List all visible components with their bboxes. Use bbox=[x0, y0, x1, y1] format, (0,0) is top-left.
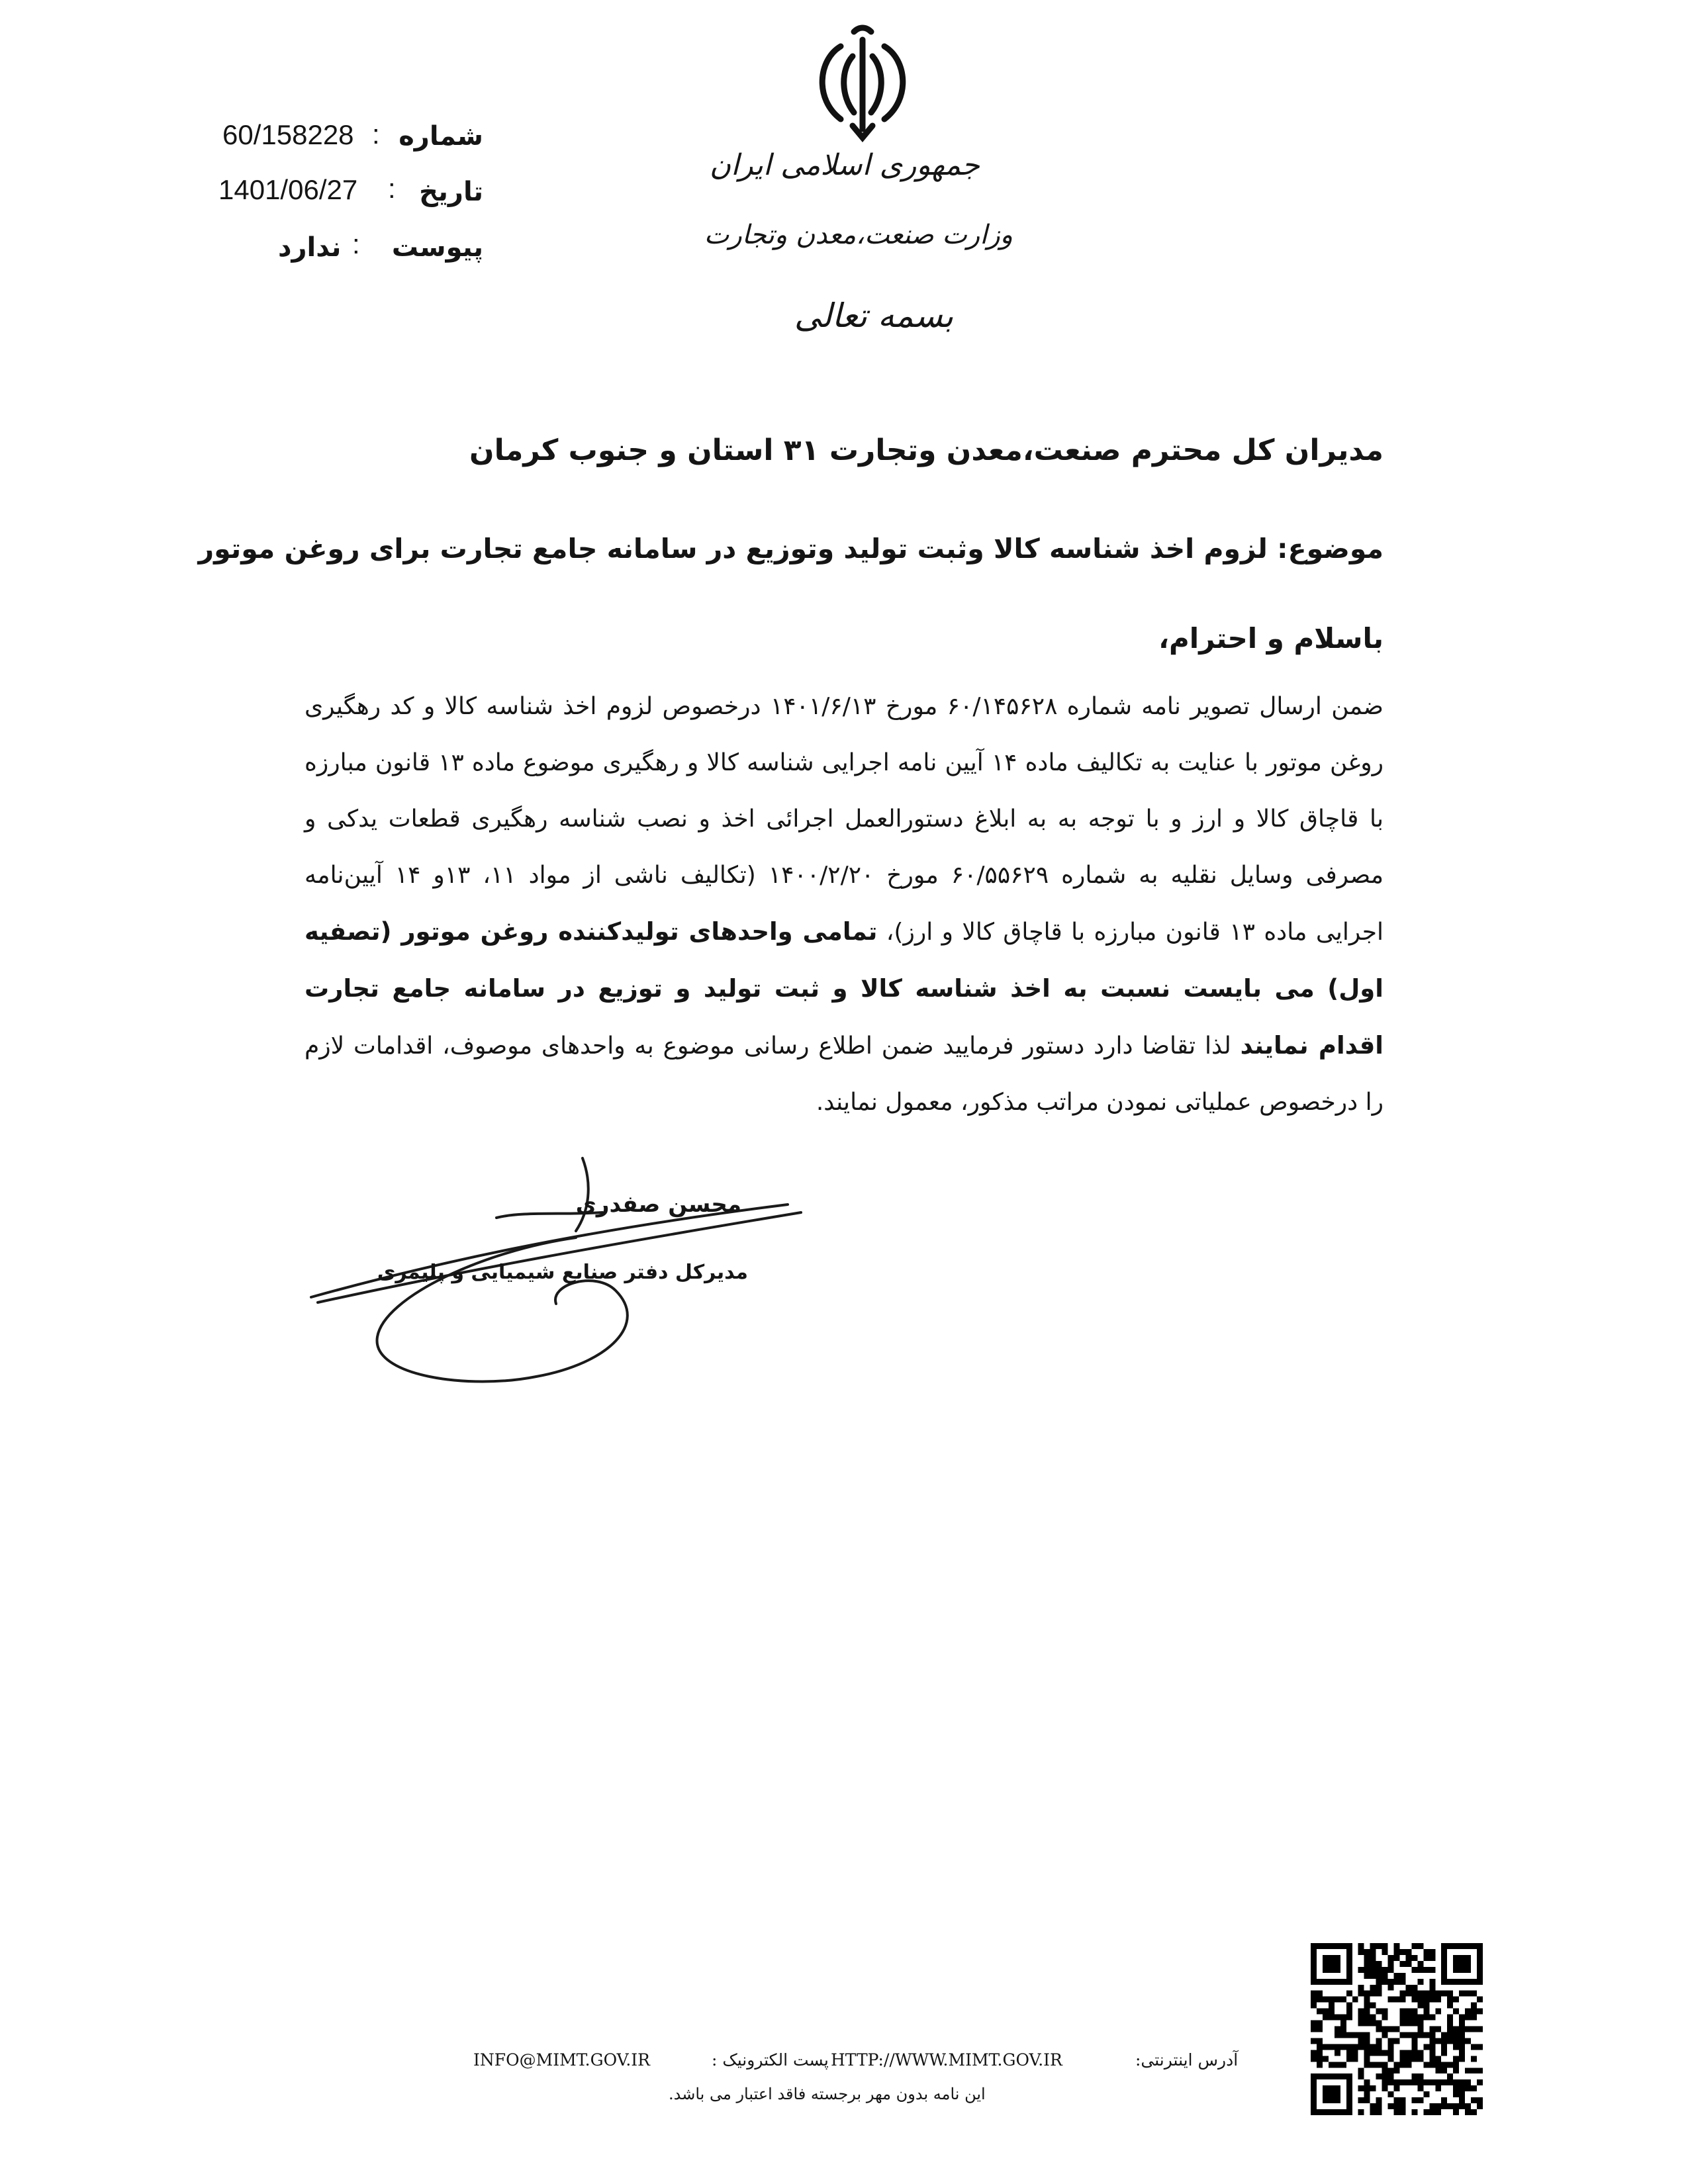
letter-date: 1401/06/27 bbox=[218, 174, 358, 205]
web-address[interactable]: HTTP://WWW.MIMT.GOV.IR bbox=[831, 2050, 1062, 2070]
meta-separator: : bbox=[388, 173, 396, 204]
subject-line: موضوع: لزوم اخذ شناسه کالا وثبت تولید وتوزیع در سامانه جامع تجارت برای روغن موتور bbox=[198, 533, 1383, 565]
letter-meta bbox=[199, 116, 483, 275]
body-text-closing: لذا تقاضا دارد دستور فرمایید ضمن اطلاع رسانی موضوع به واحدهای موصوف، اقدامات لازم را درخصوص عملیاتی نمودن مراتب مذکور، معمول نمایند. bbox=[305, 1032, 1383, 1116]
recipient-line: مدیران کل محترم صنعت،معدن وتجارت ۳۱ استان و جنوب کرمان bbox=[469, 433, 1383, 467]
greeting: باسلام و احترام، bbox=[1158, 622, 1383, 655]
email-label: پست الکترونیک : bbox=[712, 2050, 829, 2070]
body-paragraph bbox=[305, 678, 1383, 1130]
email-address[interactable]: INFO@MIMT.GOV.IR bbox=[473, 2050, 650, 2070]
iran-emblem-icon bbox=[806, 20, 919, 142]
signer-title: مدیرکل دفتر صنایع شیمیایی و پلیمری bbox=[377, 1261, 748, 1284]
web-label: آدرس اینترنتی: bbox=[1135, 2050, 1239, 2070]
attachment-value: ندارد bbox=[278, 232, 342, 263]
ministry-name: وزارت صنعت،معدن وتجارت bbox=[704, 220, 1013, 250]
body-text: ضمن ارسال تصویر نامه شماره ۶۰/۱۴۵۶۲۸ مورخ ۱۴۰۱/۶/۱۳ درخصوص لزوم اخذ شناسه کالا و کد رهگیری روغن موتور با عنایت به تکالیف ماده ۱۴ آیین نامه اجرایی شناسه کالا و رهگیری موضوع ماده ۱۳ قانون مبارزه با قاچاق کالا و ارز و با توجه به به ابلاغ دستورالعمل اجرائی اخذ و نصب شناسه رهگیری قطعات یدکی و مصرفی وسایل نقلیه به شماره ۶۰/۵۵۶۲۹ مورخ ۱۴۰۰/۲/۲۰ (تکالیف ناشی از مواد ۱۱، ۱۳و ۱۴ آیین‌نامه اجرایی ماده ۱۳ قانون مبارزه با قاچاق کالا و ارز)، bbox=[305, 693, 1384, 946]
attachment-label: پیوست bbox=[391, 232, 483, 263]
footer-contact bbox=[473, 2050, 1239, 2077]
validity-notice: این نامه بدون مهر برجسته فاقد اعتبار می باشد. bbox=[669, 2085, 986, 2103]
letter-number: 60/158228 bbox=[222, 119, 354, 150]
body-emphasis: تمامی واحدهای تولیدکننده روغن موتور (تصفیه اول) می بایست نسبت به اخذ شناسه کالا و ثبت تولید و توزیع در سامانه جامع تجارت اقدام نمایند bbox=[305, 917, 1383, 1060]
meta-separator: : bbox=[352, 228, 360, 259]
qr-code-icon bbox=[1311, 1942, 1483, 2116]
country-name: جمهوری اسلامی ایران bbox=[709, 148, 980, 182]
invocation: بسمه تعالی bbox=[794, 296, 954, 335]
date-label: تاریخ bbox=[419, 177, 483, 207]
number-label: شماره bbox=[399, 121, 483, 152]
meta-separator: : bbox=[372, 118, 380, 150]
signer-name: محسن صفدری bbox=[575, 1191, 741, 1218]
